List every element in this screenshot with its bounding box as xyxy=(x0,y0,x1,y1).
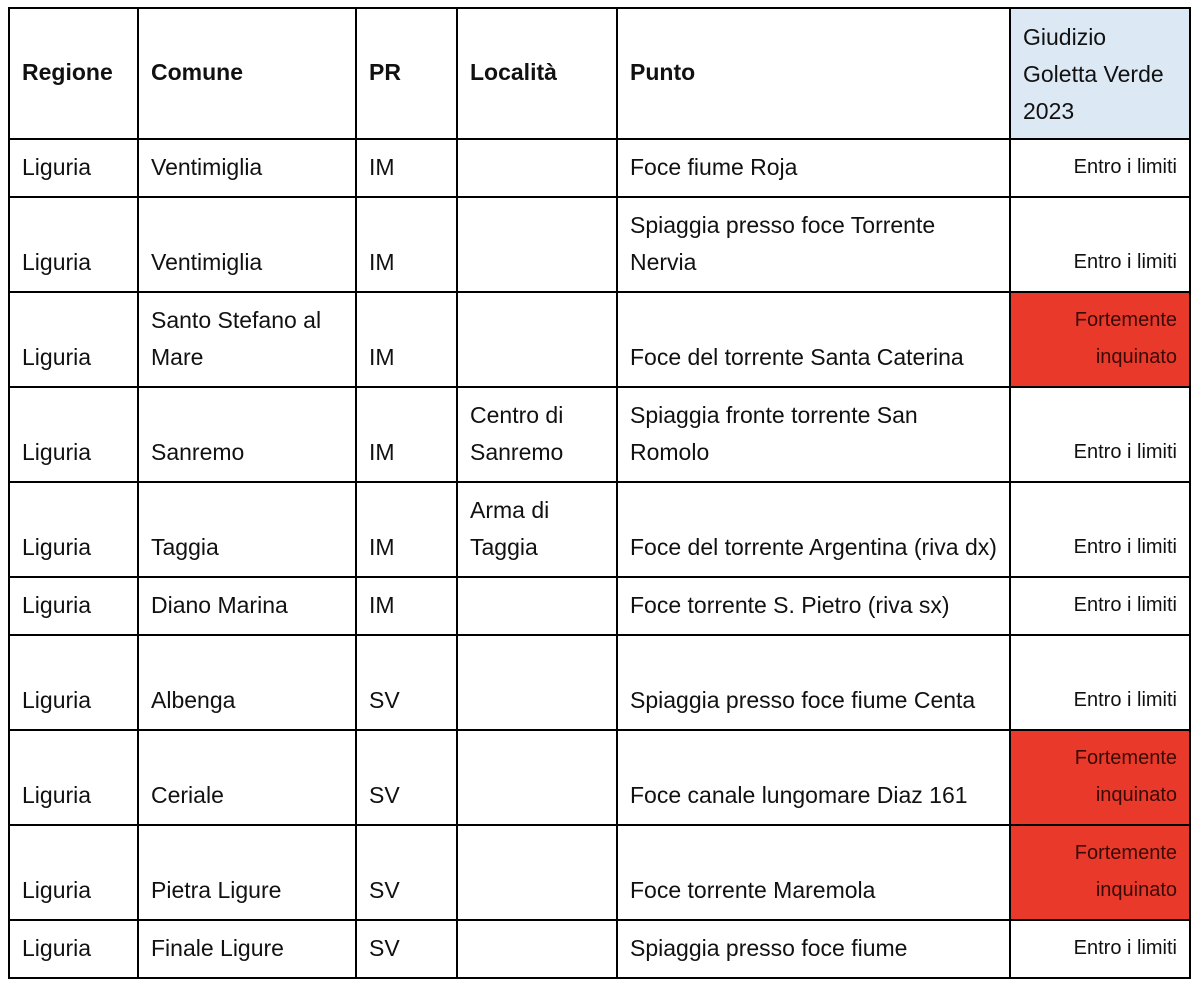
results-table xyxy=(8,7,1191,979)
cell-pr: IM xyxy=(356,197,457,292)
cell-pr: IM xyxy=(356,139,457,197)
table-row xyxy=(9,577,1190,635)
cell-punto: Foce torrente Maremola xyxy=(617,825,1010,920)
header-localita: Località xyxy=(457,8,617,139)
cell-regione: Liguria xyxy=(9,635,138,730)
cell-giudizio: Entro i limiti xyxy=(1010,387,1190,482)
cell-localita xyxy=(457,577,617,635)
table-row xyxy=(9,292,1190,387)
cell-giudizio: Entro i limiti xyxy=(1010,920,1190,978)
cell-punto: Foce canale lungomare Diaz 161 xyxy=(617,730,1010,825)
cell-localita xyxy=(457,730,617,825)
cell-giudizio: Entro i limiti xyxy=(1010,482,1190,577)
cell-comune: Pietra Ligure xyxy=(138,825,356,920)
table-header xyxy=(9,8,1190,139)
cell-pr: IM xyxy=(356,292,457,387)
table-row xyxy=(9,387,1190,482)
cell-punto: Foce del torrente Santa Caterina xyxy=(617,292,1010,387)
header-regione: Regione xyxy=(9,8,138,139)
cell-regione: Liguria xyxy=(9,139,138,197)
table-row xyxy=(9,197,1190,292)
table-row xyxy=(9,825,1190,920)
cell-regione: Liguria xyxy=(9,920,138,978)
cell-giudizio: Entro i limiti xyxy=(1010,635,1190,730)
cell-comune: Albenga xyxy=(138,635,356,730)
cell-giudizio: Entro i limiti xyxy=(1010,197,1190,292)
header-row xyxy=(9,8,1190,139)
cell-regione: Liguria xyxy=(9,577,138,635)
header-giudizio: Giudizio Goletta Verde 2023 xyxy=(1010,8,1190,139)
table-row xyxy=(9,139,1190,197)
cell-localita xyxy=(457,139,617,197)
cell-punto: Foce del torrente Argentina (riva dx) xyxy=(617,482,1010,577)
cell-comune: Ventimiglia xyxy=(138,139,356,197)
table-row xyxy=(9,730,1190,825)
cell-regione: Liguria xyxy=(9,387,138,482)
cell-regione: Liguria xyxy=(9,482,138,577)
cell-punto: Spiaggia presso foce fiume xyxy=(617,920,1010,978)
header-pr: PR xyxy=(356,8,457,139)
cell-regione: Liguria xyxy=(9,197,138,292)
cell-comune: Taggia xyxy=(138,482,356,577)
table-row xyxy=(9,920,1190,978)
cell-regione: Liguria xyxy=(9,825,138,920)
cell-pr: IM xyxy=(356,482,457,577)
cell-localita xyxy=(457,825,617,920)
cell-giudizio: Entro i limiti xyxy=(1010,577,1190,635)
cell-punto: Foce torrente S. Pietro (riva sx) xyxy=(617,577,1010,635)
cell-giudizio: Entro i limiti xyxy=(1010,139,1190,197)
header-comune: Comune xyxy=(138,8,356,139)
table-row xyxy=(9,482,1190,577)
cell-pr: SV xyxy=(356,730,457,825)
cell-punto: Spiaggia presso foce Torrente Nervia xyxy=(617,197,1010,292)
header-punto: Punto xyxy=(617,8,1010,139)
cell-localita xyxy=(457,920,617,978)
cell-punto: Foce fiume Roja xyxy=(617,139,1010,197)
cell-localita xyxy=(457,197,617,292)
cell-regione: Liguria xyxy=(9,292,138,387)
cell-comune: Santo Stefano al Mare xyxy=(138,292,356,387)
cell-giudizio: Fortemente inquinato xyxy=(1010,825,1190,920)
cell-localita: Centro di Sanremo xyxy=(457,387,617,482)
cell-pr: SV xyxy=(356,635,457,730)
cell-giudizio: Fortemente inquinato xyxy=(1010,730,1190,825)
cell-localita xyxy=(457,292,617,387)
cell-comune: Sanremo xyxy=(138,387,356,482)
cell-pr: IM xyxy=(356,387,457,482)
cell-punto: Spiaggia fronte torrente San Romolo xyxy=(617,387,1010,482)
cell-giudizio: Fortemente inquinato xyxy=(1010,292,1190,387)
cell-localita: Arma di Taggia xyxy=(457,482,617,577)
cell-punto: Spiaggia presso foce fiume Centa xyxy=(617,635,1010,730)
cell-localita xyxy=(457,635,617,730)
cell-comune: Finale Ligure xyxy=(138,920,356,978)
cell-pr: SV xyxy=(356,825,457,920)
cell-pr: SV xyxy=(356,920,457,978)
cell-comune: Diano Marina xyxy=(138,577,356,635)
cell-regione: Liguria xyxy=(9,730,138,825)
cell-pr: IM xyxy=(356,577,457,635)
cell-comune: Ventimiglia xyxy=(138,197,356,292)
table-row xyxy=(9,635,1190,730)
cell-comune: Ceriale xyxy=(138,730,356,825)
table-body xyxy=(9,139,1190,978)
